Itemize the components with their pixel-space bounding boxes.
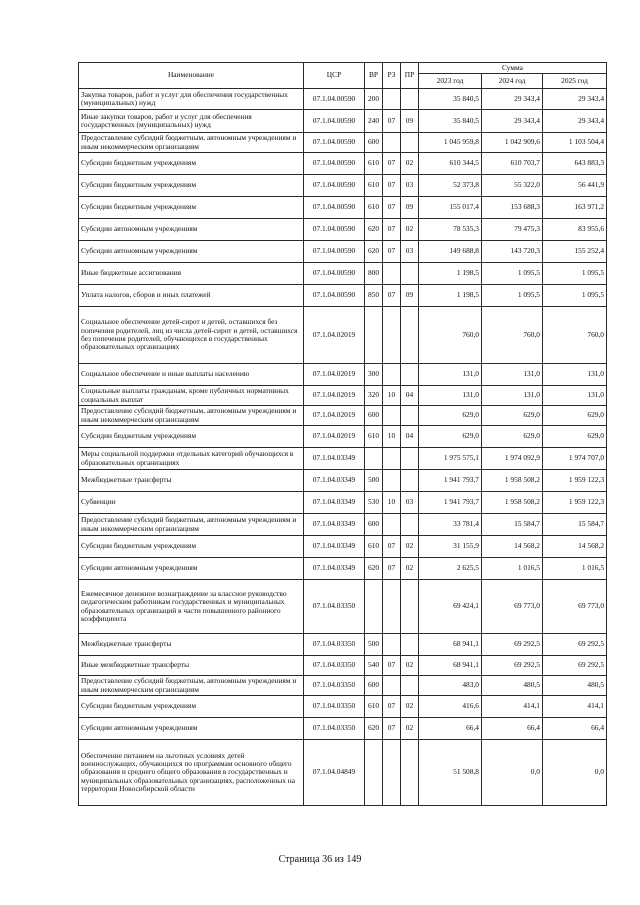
cell-csr: 07.1.04.03349 <box>304 448 365 470</box>
table-row <box>79 448 607 470</box>
cell-name: Социальное обеспечение детей-сирот и детей, оставшихся без попечения родителей, лиц из числа детей-сирот и детей, оставшихся без попечения родителей, обучающихся в государственных образовательных организациях <box>79 307 304 364</box>
cell-vr: 850 <box>365 285 383 307</box>
cell-vr <box>365 740 383 806</box>
cell-name: Субсидии бюджетным учреждениям <box>79 197 304 219</box>
page-number: Страница 36 из 149 <box>278 854 362 865</box>
cell-sum-2024: 14 568,2 <box>482 536 543 558</box>
cell-name: Субсидии бюджетным учреждениям <box>79 696 304 718</box>
cell-name: Субсидии бюджетным учреждениям <box>79 426 304 448</box>
cell-pr <box>401 133 419 153</box>
cell-sum-2023: 131,0 <box>419 364 482 386</box>
cell-vr: 320 <box>365 386 383 406</box>
cell-name: Обеспечение питанием на льготных условиях детей военнослужащих, обучающихся по программам основного общего образования и среднего общего образования в государственных и муниципальных образовательных организациях, расположенных на территории Новосибирской области <box>79 740 304 806</box>
cell-sum-2023: 155 017,4 <box>419 197 482 219</box>
cell-vr: 800 <box>365 263 383 285</box>
table-row <box>79 241 607 263</box>
table-row <box>79 197 607 219</box>
cell-name: Предоставление субсидий бюджетным, автономным учреждениям и иным некоммерческим организациям <box>79 676 304 696</box>
cell-csr: 07.1.04.03349 <box>304 492 365 514</box>
table-row <box>79 364 607 386</box>
cell-name: Межбюджетные трансферты <box>79 634 304 656</box>
cell-sum-2024: 629,0 <box>482 426 543 448</box>
cell-vr: 200 <box>365 89 383 110</box>
cell-sum-2023: 1 045 959,8 <box>419 133 482 153</box>
cell-rz <box>383 263 401 285</box>
cell-name: Предоставление субсидий бюджетным, автономным учреждениям и иным некоммерческим организациям <box>79 514 304 536</box>
table-row <box>79 696 607 718</box>
cell-pr: 04 <box>401 426 419 448</box>
cell-rz <box>383 740 401 806</box>
cell-sum-2023: 1 198,5 <box>419 285 482 307</box>
cell-sum-2024: 131,0 <box>482 386 543 406</box>
cell-rz <box>383 580 401 634</box>
cell-pr: 09 <box>401 197 419 219</box>
cell-sum-2023: 66,4 <box>419 718 482 740</box>
cell-csr: 07.1.04.03350 <box>304 656 365 676</box>
cell-sum-2025: 83 955,6 <box>543 219 607 241</box>
cell-sum-2025: 69 292,5 <box>543 634 607 656</box>
header-sum: Сумма <box>419 63 607 74</box>
cell-sum-2024: 1 095,5 <box>482 263 543 285</box>
cell-sum-2025: 1 959 122,3 <box>543 470 607 492</box>
cell-rz <box>383 470 401 492</box>
header-csr: ЦСР <box>304 63 365 89</box>
cell-sum-2025: 629,0 <box>543 426 607 448</box>
cell-vr: 600 <box>365 406 383 426</box>
cell-csr: 07.1.04.03350 <box>304 676 365 696</box>
cell-rz <box>383 448 401 470</box>
cell-csr: 07.1.04.02019 <box>304 426 365 448</box>
cell-vr: 610 <box>365 153 383 175</box>
table-row <box>79 110 607 133</box>
cell-csr: 07.1.04.02019 <box>304 406 365 426</box>
cell-pr: 09 <box>401 285 419 307</box>
cell-sum-2023: 33 781,4 <box>419 514 482 536</box>
table-row <box>79 470 607 492</box>
cell-csr: 07.1.04.00590 <box>304 263 365 285</box>
cell-name: Закупка товаров, работ и услуг для обеспечения государственных (муниципальных) нужд <box>79 89 304 110</box>
cell-sum-2024: 1 095,5 <box>482 285 543 307</box>
cell-sum-2025: 69 292,5 <box>543 656 607 676</box>
cell-sum-2023: 68 941,1 <box>419 634 482 656</box>
cell-sum-2023: 760,0 <box>419 307 482 364</box>
cell-pr: 02 <box>401 696 419 718</box>
cell-name: Субвенции <box>79 492 304 514</box>
table-row <box>79 558 607 580</box>
cell-csr: 07.1.04.03350 <box>304 634 365 656</box>
cell-sum-2025: 1 959 122,3 <box>543 492 607 514</box>
cell-vr: 600 <box>365 514 383 536</box>
cell-sum-2025: 643 883,3 <box>543 153 607 175</box>
cell-sum-2023: 68 941,1 <box>419 656 482 676</box>
cell-pr: 02 <box>401 558 419 580</box>
cell-sum-2024: 153 688,3 <box>482 197 543 219</box>
cell-sum-2025: 66,4 <box>543 718 607 740</box>
cell-name: Социальные выплаты гражданам, кроме публичных нормативных социальных выплат <box>79 386 304 406</box>
table-row <box>79 536 607 558</box>
cell-sum-2025: 69 773,0 <box>543 580 607 634</box>
cell-sum-2023: 610 344,5 <box>419 153 482 175</box>
cell-pr: 02 <box>401 656 419 676</box>
cell-vr: 610 <box>365 696 383 718</box>
cell-sum-2024: 69 292,5 <box>482 634 543 656</box>
table-row <box>79 656 607 676</box>
cell-sum-2024: 29 343,4 <box>482 89 543 110</box>
cell-sum-2024: 610 703,7 <box>482 153 543 175</box>
cell-vr: 610 <box>365 536 383 558</box>
cell-csr: 07.1.04.00590 <box>304 197 365 219</box>
cell-sum-2024: 1 958 508,2 <box>482 492 543 514</box>
cell-vr: 610 <box>365 175 383 197</box>
cell-rz: 07 <box>383 718 401 740</box>
cell-sum-2024: 69 773,0 <box>482 580 543 634</box>
cell-pr <box>401 580 419 634</box>
header-year-2025: 2025 год <box>543 74 607 89</box>
cell-name: Меры социальной поддержки отдельных категорий обучающихся в образовательных организациях <box>79 448 304 470</box>
cell-pr <box>401 676 419 696</box>
cell-name: Ежемесячное денежное вознаграждение за классное руководство педагогическим работникам государственных и муниципальных образовательных организаций в части повышенного районного коэффициента <box>79 580 304 634</box>
cell-sum-2024: 760,0 <box>482 307 543 364</box>
table-row <box>79 492 607 514</box>
table-row <box>79 406 607 426</box>
table-row <box>79 175 607 197</box>
cell-vr: 610 <box>365 197 383 219</box>
cell-sum-2025: 480,5 <box>543 676 607 696</box>
cell-sum-2023: 52 373,8 <box>419 175 482 197</box>
cell-sum-2024: 0,0 <box>482 740 543 806</box>
cell-sum-2024: 143 720,3 <box>482 241 543 263</box>
table-row <box>79 133 607 153</box>
table-row <box>79 219 607 241</box>
cell-sum-2025: 131,0 <box>543 364 607 386</box>
cell-pr: 02 <box>401 536 419 558</box>
cell-rz: 07 <box>383 656 401 676</box>
cell-sum-2024: 414,1 <box>482 696 543 718</box>
cell-rz: 07 <box>383 110 401 133</box>
cell-sum-2023: 131,0 <box>419 386 482 406</box>
cell-name: Межбюджетные трансферты <box>79 470 304 492</box>
cell-sum-2024: 79 475,3 <box>482 219 543 241</box>
cell-vr: 600 <box>365 676 383 696</box>
table-row <box>79 634 607 656</box>
cell-csr: 07.1.04.00590 <box>304 241 365 263</box>
cell-rz: 10 <box>383 386 401 406</box>
cell-csr: 07.1.04.02019 <box>304 364 365 386</box>
cell-name: Уплата налогов, сборов и иных платежей <box>79 285 304 307</box>
cell-sum-2023: 35 840,5 <box>419 110 482 133</box>
cell-sum-2023: 629,0 <box>419 406 482 426</box>
cell-vr: 620 <box>365 718 383 740</box>
cell-csr: 07.1.04.03349 <box>304 558 365 580</box>
cell-rz <box>383 307 401 364</box>
header-pr: ПР <box>401 63 419 89</box>
cell-csr: 07.1.04.00590 <box>304 285 365 307</box>
cell-csr: 07.1.04.00590 <box>304 219 365 241</box>
cell-sum-2024: 1 974 092,9 <box>482 448 543 470</box>
cell-sum-2025: 29 343,4 <box>543 89 607 110</box>
cell-sum-2024: 69 292,5 <box>482 656 543 676</box>
budget-table <box>78 62 607 806</box>
table-row <box>79 740 607 806</box>
cell-sum-2023: 416,6 <box>419 696 482 718</box>
cell-sum-2024: 480,5 <box>482 676 543 696</box>
cell-pr <box>401 89 419 110</box>
cell-pr <box>401 263 419 285</box>
cell-sum-2024: 131,0 <box>482 364 543 386</box>
cell-sum-2023: 149 688,8 <box>419 241 482 263</box>
cell-sum-2023: 69 424,1 <box>419 580 482 634</box>
header-year-2023: 2023 год <box>419 74 482 89</box>
cell-pr <box>401 634 419 656</box>
cell-pr <box>401 514 419 536</box>
cell-rz <box>383 676 401 696</box>
cell-vr: 620 <box>365 241 383 263</box>
header-vr: ВР <box>365 63 383 89</box>
cell-sum-2024: 29 343,4 <box>482 110 543 133</box>
header-rz: РЗ <box>383 63 401 89</box>
cell-sum-2025: 56 441,9 <box>543 175 607 197</box>
cell-sum-2025: 131,0 <box>543 386 607 406</box>
table-row <box>79 153 607 175</box>
cell-name: Субсидии автономным учреждениям <box>79 219 304 241</box>
cell-csr: 07.1.04.03350 <box>304 580 365 634</box>
cell-rz: 07 <box>383 696 401 718</box>
cell-vr <box>365 580 383 634</box>
cell-sum-2023: 1 941 793,7 <box>419 492 482 514</box>
cell-csr: 07.1.04.02019 <box>304 307 365 364</box>
cell-vr: 600 <box>365 133 383 153</box>
header-row-top <box>79 63 607 74</box>
cell-rz <box>383 634 401 656</box>
table-row <box>79 307 607 364</box>
cell-name: Предоставление субсидий бюджетным, автономным учреждениям и иным некоммерческим организациям <box>79 133 304 153</box>
cell-sum-2024: 66,4 <box>482 718 543 740</box>
cell-pr: 03 <box>401 492 419 514</box>
cell-sum-2023: 31 155,9 <box>419 536 482 558</box>
cell-name: Иные бюджетные ассигнования <box>79 263 304 285</box>
cell-name: Субсидии автономным учреждениям <box>79 241 304 263</box>
cell-sum-2023: 1 941 793,7 <box>419 470 482 492</box>
cell-name: Субсидии бюджетным учреждениям <box>79 175 304 197</box>
cell-rz: 07 <box>383 175 401 197</box>
cell-sum-2025: 29 343,4 <box>543 110 607 133</box>
cell-sum-2025: 163 971,2 <box>543 197 607 219</box>
header-year-2024: 2024 год <box>482 74 543 89</box>
cell-pr <box>401 740 419 806</box>
cell-name: Субсидии автономным учреждениям <box>79 558 304 580</box>
cell-csr: 07.1.04.00590 <box>304 175 365 197</box>
cell-csr: 07.1.04.00590 <box>304 153 365 175</box>
cell-pr: 03 <box>401 241 419 263</box>
table-row <box>79 263 607 285</box>
cell-sum-2024: 55 322,0 <box>482 175 543 197</box>
cell-sum-2024: 1 958 508,2 <box>482 470 543 492</box>
cell-sum-2025: 629,0 <box>543 406 607 426</box>
cell-name: Субсидии бюджетным учреждениям <box>79 536 304 558</box>
cell-sum-2024: 629,0 <box>482 406 543 426</box>
table-row <box>79 676 607 696</box>
cell-sum-2025: 414,1 <box>543 696 607 718</box>
cell-sum-2023: 35 840,5 <box>419 89 482 110</box>
cell-vr <box>365 307 383 364</box>
cell-sum-2024: 15 584,7 <box>482 514 543 536</box>
cell-csr: 07.1.04.00590 <box>304 110 365 133</box>
cell-sum-2025: 1 974 707,0 <box>543 448 607 470</box>
cell-rz <box>383 133 401 153</box>
table-row <box>79 426 607 448</box>
cell-rz: 07 <box>383 285 401 307</box>
cell-vr: 500 <box>365 634 383 656</box>
cell-csr: 07.1.04.04849 <box>304 740 365 806</box>
cell-sum-2023: 78 535,3 <box>419 219 482 241</box>
cell-vr: 300 <box>365 364 383 386</box>
cell-sum-2023: 629,0 <box>419 426 482 448</box>
cell-pr: 09 <box>401 110 419 133</box>
cell-vr: 610 <box>365 426 383 448</box>
cell-pr: 02 <box>401 219 419 241</box>
cell-rz <box>383 364 401 386</box>
table-row <box>79 718 607 740</box>
cell-csr: 07.1.04.00590 <box>304 89 365 110</box>
cell-vr: 240 <box>365 110 383 133</box>
cell-csr: 07.1.04.00590 <box>304 133 365 153</box>
cell-sum-2023: 1 198,5 <box>419 263 482 285</box>
cell-vr: 620 <box>365 219 383 241</box>
cell-pr <box>401 307 419 364</box>
cell-sum-2025: 1 016,5 <box>543 558 607 580</box>
cell-sum-2025: 15 584,7 <box>543 514 607 536</box>
cell-sum-2025: 1 095,5 <box>543 263 607 285</box>
cell-sum-2023: 51 508,8 <box>419 740 482 806</box>
cell-csr: 07.1.04.03350 <box>304 718 365 740</box>
cell-sum-2025: 760,0 <box>543 307 607 364</box>
cell-sum-2024: 1 042 909,6 <box>482 133 543 153</box>
cell-vr: 530 <box>365 492 383 514</box>
cell-sum-2025: 155 252,4 <box>543 241 607 263</box>
cell-pr <box>401 406 419 426</box>
cell-vr <box>365 448 383 470</box>
cell-name: Иные закупки товаров, работ и услуг для обеспечения государственных (муниципальных) нужд <box>79 110 304 133</box>
cell-rz <box>383 406 401 426</box>
table-row <box>79 514 607 536</box>
cell-pr: 03 <box>401 175 419 197</box>
cell-rz: 07 <box>383 536 401 558</box>
cell-pr <box>401 470 419 492</box>
cell-rz: 07 <box>383 197 401 219</box>
cell-name: Субсидии автономным учреждениям <box>79 718 304 740</box>
cell-sum-2024: 1 016,5 <box>482 558 543 580</box>
cell-csr: 07.1.04.03349 <box>304 536 365 558</box>
cell-pr: 02 <box>401 153 419 175</box>
cell-pr: 04 <box>401 386 419 406</box>
header-name: Наименование <box>79 63 304 89</box>
cell-sum-2025: 1 095,5 <box>543 285 607 307</box>
table-row <box>79 386 607 406</box>
cell-csr: 07.1.04.02019 <box>304 386 365 406</box>
table-row <box>79 285 607 307</box>
cell-vr: 500 <box>365 470 383 492</box>
cell-sum-2023: 2 625,5 <box>419 558 482 580</box>
cell-rz: 07 <box>383 219 401 241</box>
cell-rz: 10 <box>383 492 401 514</box>
cell-csr: 07.1.04.03350 <box>304 696 365 718</box>
table-row <box>79 580 607 634</box>
cell-rz <box>383 514 401 536</box>
cell-sum-2025: 0,0 <box>543 740 607 806</box>
table-row <box>79 89 607 110</box>
cell-rz: 10 <box>383 426 401 448</box>
cell-rz <box>383 89 401 110</box>
cell-sum-2023: 483,0 <box>419 676 482 696</box>
cell-csr: 07.1.04.03349 <box>304 514 365 536</box>
cell-pr: 02 <box>401 718 419 740</box>
cell-vr: 540 <box>365 656 383 676</box>
cell-sum-2025: 14 568,2 <box>543 536 607 558</box>
cell-name: Социальное обеспечение и иные выплаты населению <box>79 364 304 386</box>
table-body <box>79 89 607 806</box>
cell-name: Иные межбюджетные трансферты <box>79 656 304 676</box>
cell-vr: 620 <box>365 558 383 580</box>
cell-csr: 07.1.04.03349 <box>304 470 365 492</box>
cell-sum-2023: 1 975 575,1 <box>419 448 482 470</box>
cell-name: Субсидии бюджетным учреждениям <box>79 153 304 175</box>
cell-sum-2025: 1 103 504,4 <box>543 133 607 153</box>
cell-rz: 07 <box>383 153 401 175</box>
cell-pr <box>401 448 419 470</box>
cell-name: Предоставление субсидий бюджетным, автономным учреждениям и иным некоммерческим организациям <box>79 406 304 426</box>
cell-rz: 07 <box>383 241 401 263</box>
cell-pr <box>401 364 419 386</box>
cell-rz: 07 <box>383 558 401 580</box>
